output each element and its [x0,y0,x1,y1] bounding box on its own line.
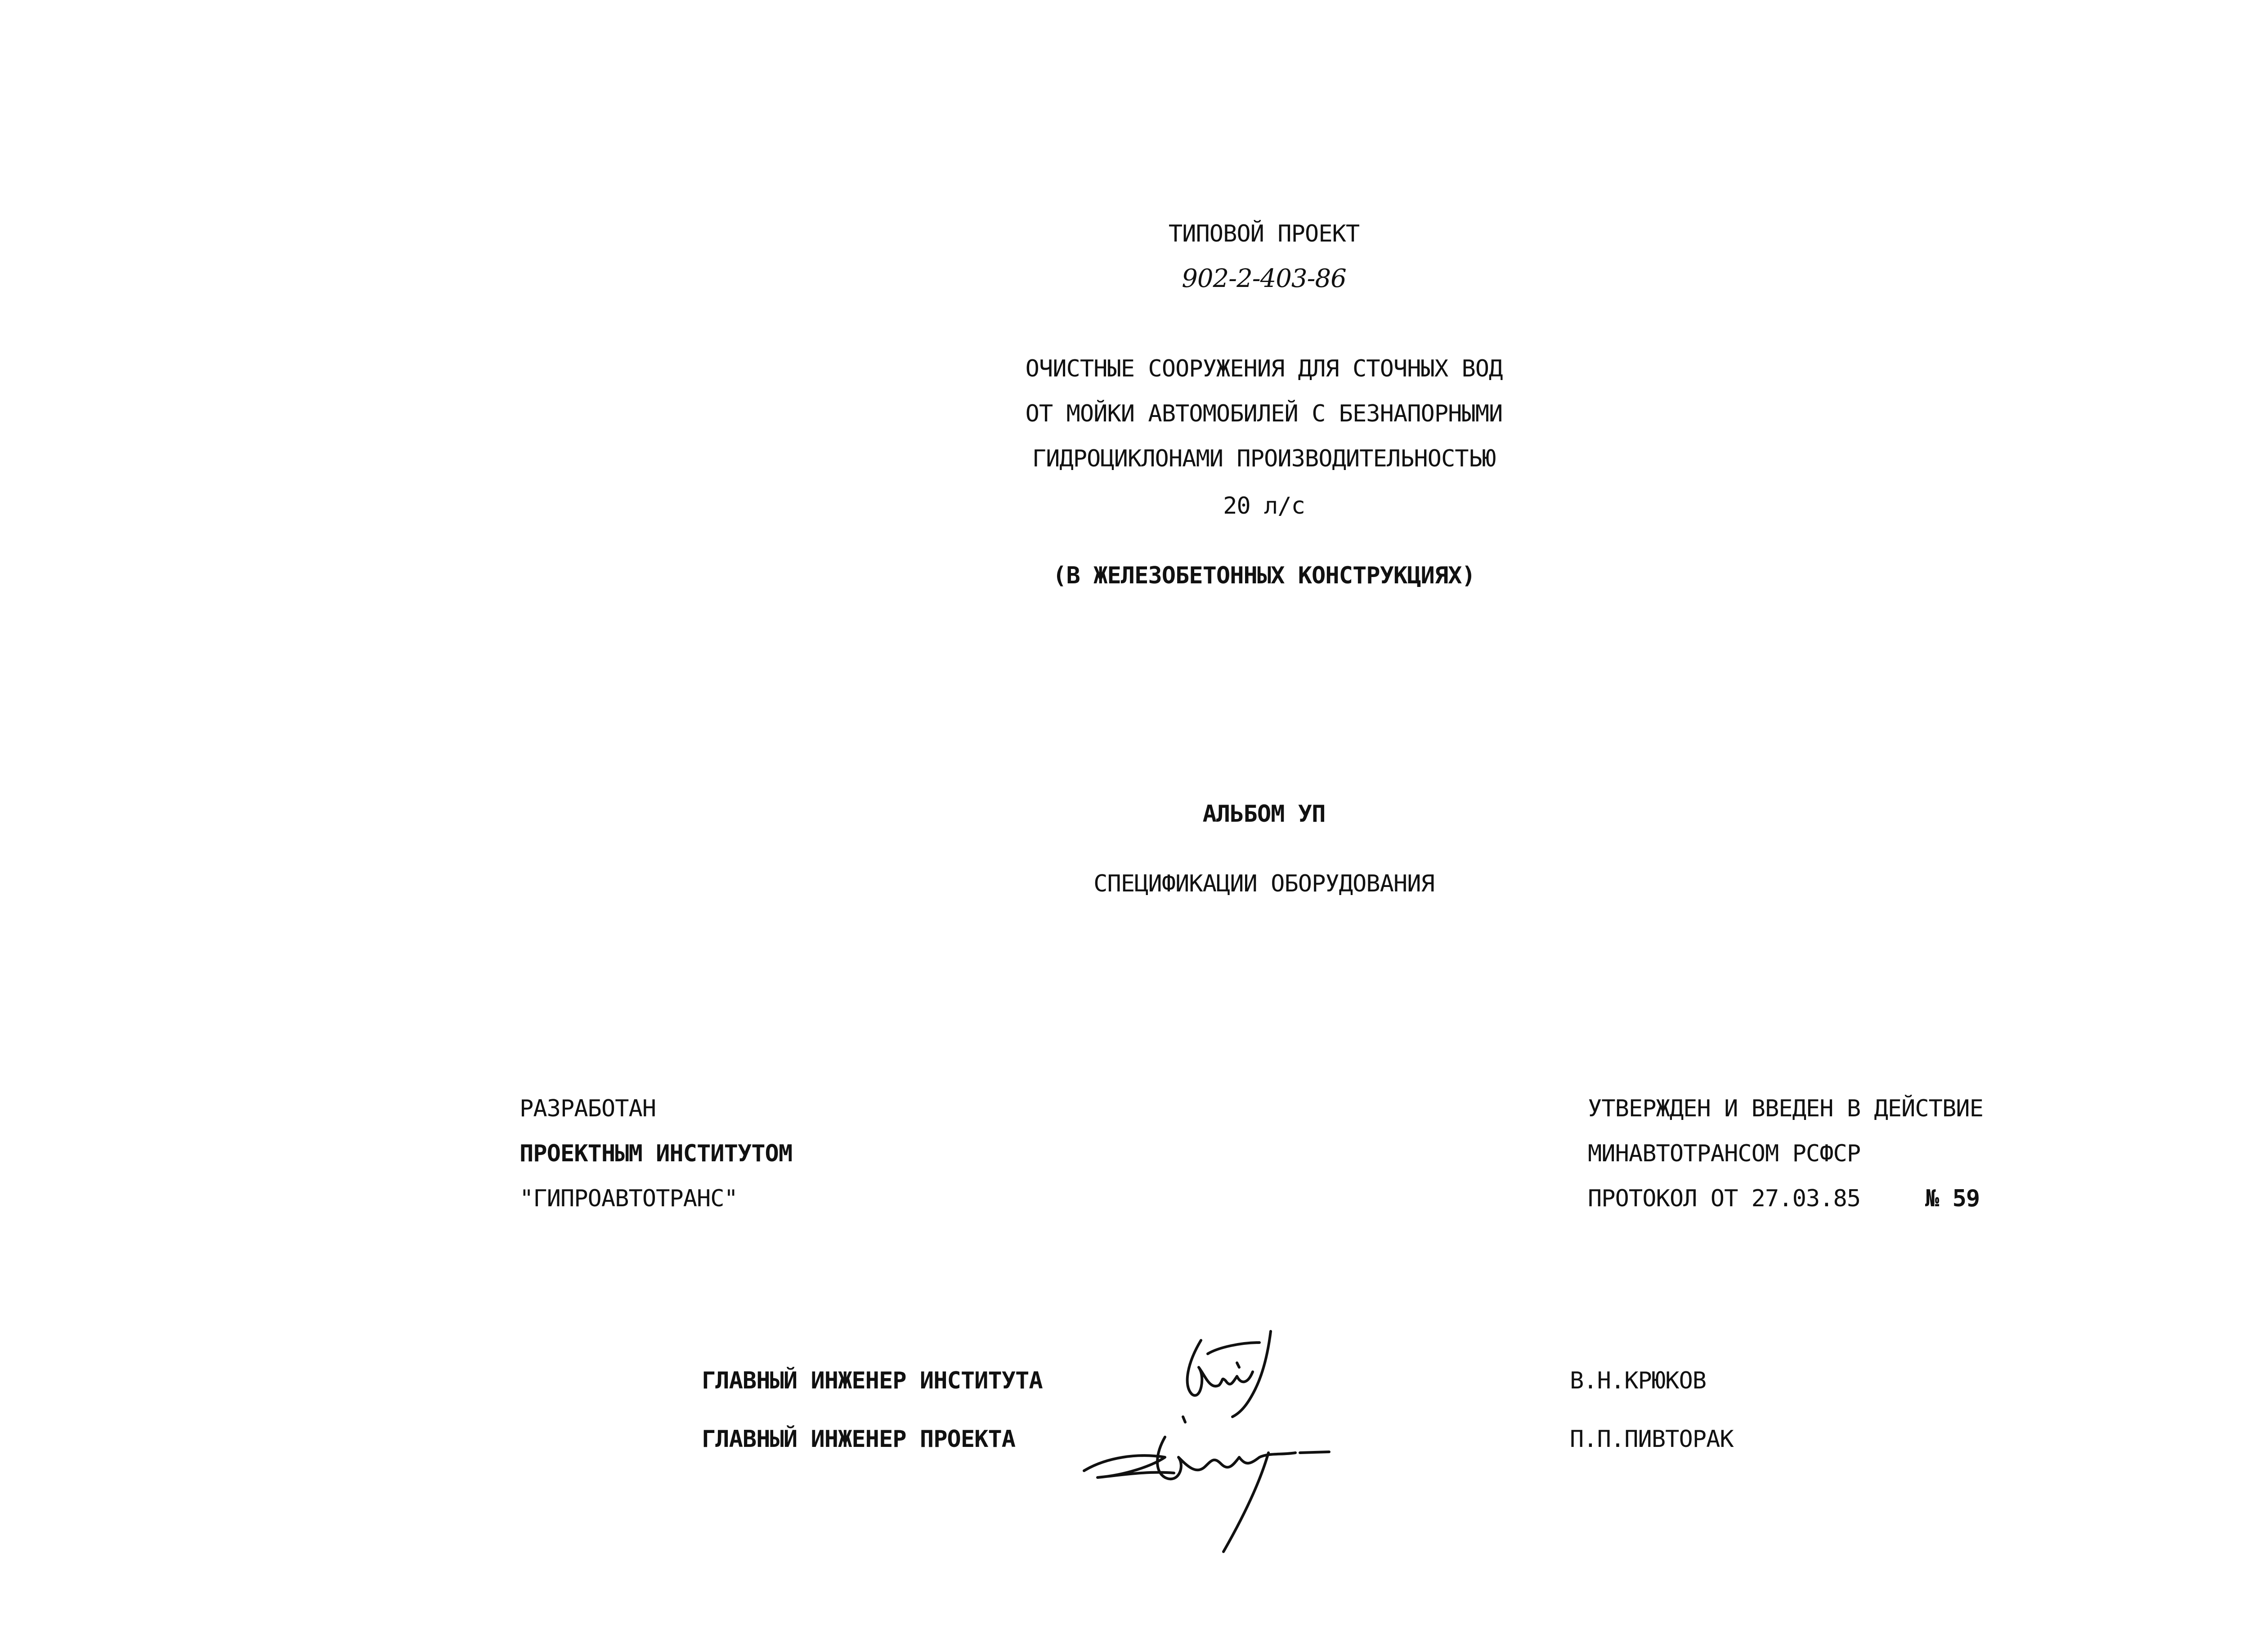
approved-line-2: МИНАВТОТРАНСОМ РСФСР [1588,1140,1861,1167]
approved-line-1: УТВЕРЖДЕН И ВВЕДЕН В ДЕЙСТВИЕ [1588,1095,1983,1122]
project-chief-engineer-role: ГЛАВНЫЙ ИНЖЕНЕР ПРОЕКТА [702,1426,1016,1453]
album-label: АЛЬБОМ УП [1202,801,1326,828]
institute-chief-engineer-role: ГЛАВНЫЙ ИНЖЕНЕР ИНСТИТУТА [702,1367,1043,1394]
approved-protocol: ПРОТОКОЛ ОТ 27.03.85 [1588,1185,1861,1212]
title-line-3: ГИДРОЦИКЛОНАМИ ПРОИЗВОДИТЕЛЬНОСТЬЮ [1032,445,1496,472]
institute-chief-engineer-name: В.Н.КРЮКОВ [1570,1367,1707,1394]
album-subject: СПЕЦИФИКАЦИИ ОБОРУДОВАНИЯ [1093,870,1434,897]
construction-type: (В ЖЕЛЕЗОБЕТОННЫХ КОНСТРУКЦИЯХ) [1053,562,1475,589]
project-chief-engineer-name: П.П.ПИВТОРАК [1570,1426,1734,1453]
developed-line-1: РАЗРАБОТАН [520,1095,656,1122]
approved-protocol-number: № 59 [1925,1185,1980,1212]
title-line-4: 20 л/с [1223,492,1305,519]
title-line-2: ОТ МОЙКИ АВТОМОБИЛЕЙ С БЕЗНАПОРНЫМИ [1025,400,1503,427]
title-line-1: ОЧИСТНЫЕ СООРУЖЕНИЯ ДЛЯ СТОЧНЫХ ВОД [1025,355,1503,382]
project-number: 902-2-403-86 [1182,264,1346,293]
developed-line-3: "ГИПРОАВТОТРАНС" [520,1185,738,1212]
developed-line-2: ПРОЕКТНЫМ ИНСТИТУТОМ [520,1140,793,1167]
project-type-label: ТИПОВОЙ ПРОЕКТ [1168,220,1360,247]
handwritten-signatures [1071,1322,1385,1565]
